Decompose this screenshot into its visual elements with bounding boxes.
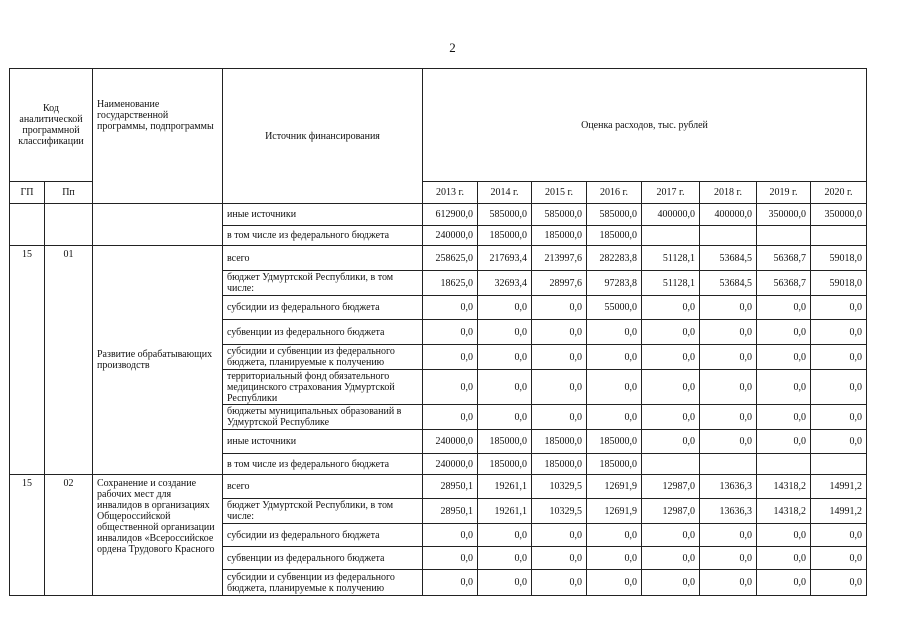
year-header: 2014 г. — [478, 182, 532, 204]
value-cell: 13636,3 — [700, 499, 757, 524]
value-cell: 0,0 — [478, 547, 532, 570]
value-cell: 56368,7 — [757, 246, 811, 271]
year-header: 2020 г. — [811, 182, 867, 204]
source-cell: иные источники — [223, 204, 423, 226]
value-cell: 0,0 — [757, 430, 811, 454]
value-cell: 0,0 — [757, 320, 811, 345]
source-cell: бюджет Удмуртской Республики, в том числе: — [223, 271, 423, 296]
value-cell: 55000,0 — [587, 296, 642, 320]
value-cell: 0,0 — [811, 296, 867, 320]
value-cell: 0,0 — [423, 296, 478, 320]
table-row — [10, 475, 867, 499]
value-cell: 0,0 — [642, 296, 700, 320]
value-cell: 213997,6 — [532, 246, 587, 271]
header-gp: ГП — [10, 182, 45, 204]
value-cell: 0,0 — [478, 370, 532, 405]
gp-cell: 15 — [10, 475, 45, 596]
value-cell: 0,0 — [757, 296, 811, 320]
header-pp: Пп — [45, 182, 93, 204]
expenses-table — [9, 68, 867, 596]
value-cell: 0,0 — [642, 370, 700, 405]
value-cell: 0,0 — [478, 345, 532, 370]
value-cell: 0,0 — [423, 570, 478, 596]
value-cell: 0,0 — [423, 370, 478, 405]
value-cell: 12987,0 — [642, 475, 700, 499]
year-header: 2018 г. — [700, 182, 757, 204]
value-cell: 185000,0 — [532, 454, 587, 475]
value-cell: 0,0 — [423, 524, 478, 547]
value-cell: 59018,0 — [811, 271, 867, 296]
value-cell: 19261,1 — [478, 475, 532, 499]
value-cell: 0,0 — [587, 405, 642, 430]
value-cell: 0,0 — [700, 430, 757, 454]
value-cell: 28950,1 — [423, 475, 478, 499]
value-cell — [700, 226, 757, 246]
value-cell: 0,0 — [478, 296, 532, 320]
source-cell: в том числе из федерального бюджета — [223, 226, 423, 246]
value-cell: 53684,5 — [700, 246, 757, 271]
subprogram-name: Развитие обрабатывающих производств — [93, 246, 223, 475]
value-cell: 282283,8 — [587, 246, 642, 271]
value-cell: 0,0 — [532, 320, 587, 345]
value-cell: 0,0 — [532, 547, 587, 570]
value-cell: 0,0 — [757, 370, 811, 405]
value-cell: 14318,2 — [757, 499, 811, 524]
year-header: 2019 г. — [757, 182, 811, 204]
value-cell: 0,0 — [811, 405, 867, 430]
value-cell: 0,0 — [757, 524, 811, 547]
year-header: 2013 г. — [423, 182, 478, 204]
value-cell: 0,0 — [532, 345, 587, 370]
value-cell: 0,0 — [811, 430, 867, 454]
value-cell: 0,0 — [587, 547, 642, 570]
value-cell: 0,0 — [587, 345, 642, 370]
source-cell: субвенции из федерального бюджета — [223, 547, 423, 570]
value-cell: 185000,0 — [478, 226, 532, 246]
value-cell: 0,0 — [811, 547, 867, 570]
value-cell: 240000,0 — [423, 454, 478, 475]
value-cell: 59018,0 — [811, 246, 867, 271]
table-row — [10, 204, 867, 226]
table-row — [10, 246, 867, 271]
value-cell — [811, 454, 867, 475]
value-cell: 585000,0 — [587, 204, 642, 226]
value-cell — [811, 226, 867, 246]
value-cell: 13636,3 — [700, 475, 757, 499]
value-cell: 0,0 — [478, 405, 532, 430]
value-cell: 0,0 — [423, 320, 478, 345]
value-cell: 0,0 — [700, 370, 757, 405]
header-name: Наименование государственной программы, подпрограммы — [93, 69, 223, 204]
value-cell: 0,0 — [700, 547, 757, 570]
value-cell: 185000,0 — [478, 430, 532, 454]
source-cell: субвенции из федерального бюджета — [223, 320, 423, 345]
value-cell: 0,0 — [811, 345, 867, 370]
value-cell: 350000,0 — [757, 204, 811, 226]
source-cell: субсидии из федерального бюджета — [223, 524, 423, 547]
value-cell: 0,0 — [700, 570, 757, 596]
value-cell: 0,0 — [700, 345, 757, 370]
pp-cell: 01 — [45, 246, 93, 475]
value-cell: 10329,5 — [532, 475, 587, 499]
value-cell: 240000,0 — [423, 226, 478, 246]
value-cell: 0,0 — [532, 296, 587, 320]
value-cell: 185000,0 — [478, 454, 532, 475]
value-cell: 0,0 — [642, 570, 700, 596]
value-cell: 0,0 — [478, 524, 532, 547]
subprogram-name: Сохранение и создание рабочих мест для инвалидов в организациях Общероссийской общественной организации инвалидов «Всероссийское ордена Трудового Красного — [93, 475, 223, 596]
source-cell: бюджет Удмуртской Республики, в том числе: — [223, 499, 423, 524]
gp-cell: 15 — [10, 246, 45, 475]
source-cell: субсидии и субвенции из федерального бюджета, планируемые к получению — [223, 570, 423, 596]
value-cell: 53684,5 — [700, 271, 757, 296]
value-cell — [642, 454, 700, 475]
value-cell: 585000,0 — [532, 204, 587, 226]
value-cell: 0,0 — [700, 320, 757, 345]
value-cell — [642, 226, 700, 246]
value-cell: 18625,0 — [423, 271, 478, 296]
source-cell: всего — [223, 475, 423, 499]
value-cell: 0,0 — [757, 570, 811, 596]
value-cell: 0,0 — [700, 405, 757, 430]
header-source: Источник финансирования — [223, 69, 423, 204]
value-cell: 51128,1 — [642, 271, 700, 296]
pp-cell: 02 — [45, 475, 93, 596]
value-cell: 14991,2 — [811, 475, 867, 499]
value-cell: 0,0 — [532, 370, 587, 405]
value-cell: 12691,9 — [587, 475, 642, 499]
value-cell: 0,0 — [532, 570, 587, 596]
source-cell: всего — [223, 246, 423, 271]
value-cell: 185000,0 — [587, 454, 642, 475]
value-cell: 258625,0 — [423, 246, 478, 271]
value-cell: 14318,2 — [757, 475, 811, 499]
value-cell: 0,0 — [642, 405, 700, 430]
value-cell: 12691,9 — [587, 499, 642, 524]
value-cell: 10329,5 — [532, 499, 587, 524]
value-cell: 0,0 — [587, 570, 642, 596]
value-cell: 0,0 — [811, 320, 867, 345]
value-cell: 0,0 — [642, 320, 700, 345]
page-number: 2 — [449, 40, 456, 55]
header-estimate: Оценка расходов, тыс. рублей — [423, 69, 867, 182]
value-cell — [757, 226, 811, 246]
source-cell: территориальный фонд обязательного медицинского страхования Удмуртской Республики — [223, 370, 423, 405]
source-cell: в том числе из федерального бюджета — [223, 454, 423, 475]
value-cell: 612900,0 — [423, 204, 478, 226]
source-cell: иные источники — [223, 430, 423, 454]
source-cell: бюджеты муниципальных образований в Удмуртской Республике — [223, 405, 423, 430]
value-cell: 14991,2 — [811, 499, 867, 524]
value-cell: 0,0 — [587, 524, 642, 547]
value-cell: 217693,4 — [478, 246, 532, 271]
value-cell: 0,0 — [532, 524, 587, 547]
year-header: 2015 г. — [532, 182, 587, 204]
value-cell: 0,0 — [423, 345, 478, 370]
value-cell: 0,0 — [811, 570, 867, 596]
value-cell: 0,0 — [532, 405, 587, 430]
value-cell: 0,0 — [811, 524, 867, 547]
value-cell: 97283,8 — [587, 271, 642, 296]
value-cell: 28950,1 — [423, 499, 478, 524]
value-cell: 185000,0 — [532, 226, 587, 246]
source-cell: субсидии и субвенции из федерального бюджета, планируемые к получению — [223, 345, 423, 370]
value-cell: 28997,6 — [532, 271, 587, 296]
value-cell: 19261,1 — [478, 499, 532, 524]
source-cell: субсидии из федерального бюджета — [223, 296, 423, 320]
header-code: Код аналитической программной классификации — [10, 69, 93, 182]
pp-cell — [45, 204, 93, 246]
value-cell: 0,0 — [478, 320, 532, 345]
value-cell: 0,0 — [700, 296, 757, 320]
value-cell: 0,0 — [642, 524, 700, 547]
name-cell — [93, 204, 223, 246]
value-cell: 32693,4 — [478, 271, 532, 296]
value-cell: 0,0 — [423, 405, 478, 430]
value-cell: 585000,0 — [478, 204, 532, 226]
value-cell: 0,0 — [587, 320, 642, 345]
value-cell — [700, 454, 757, 475]
value-cell: 0,0 — [642, 547, 700, 570]
value-cell: 0,0 — [757, 405, 811, 430]
value-cell: 12987,0 — [642, 499, 700, 524]
value-cell: 185000,0 — [587, 430, 642, 454]
value-cell: 400000,0 — [642, 204, 700, 226]
year-header: 2016 г. — [587, 182, 642, 204]
value-cell: 350000,0 — [811, 204, 867, 226]
value-cell: 0,0 — [757, 547, 811, 570]
value-cell: 0,0 — [757, 345, 811, 370]
value-cell: 0,0 — [642, 430, 700, 454]
value-cell: 0,0 — [642, 345, 700, 370]
value-cell — [757, 454, 811, 475]
value-cell: 0,0 — [478, 570, 532, 596]
value-cell: 185000,0 — [587, 226, 642, 246]
value-cell: 56368,7 — [757, 271, 811, 296]
value-cell: 0,0 — [811, 370, 867, 405]
value-cell: 400000,0 — [700, 204, 757, 226]
value-cell: 185000,0 — [532, 430, 587, 454]
value-cell: 0,0 — [700, 524, 757, 547]
year-header: 2017 г. — [642, 182, 700, 204]
value-cell: 51128,1 — [642, 246, 700, 271]
value-cell: 0,0 — [423, 547, 478, 570]
value-cell: 240000,0 — [423, 430, 478, 454]
value-cell: 0,0 — [587, 370, 642, 405]
gp-cell — [10, 204, 45, 246]
